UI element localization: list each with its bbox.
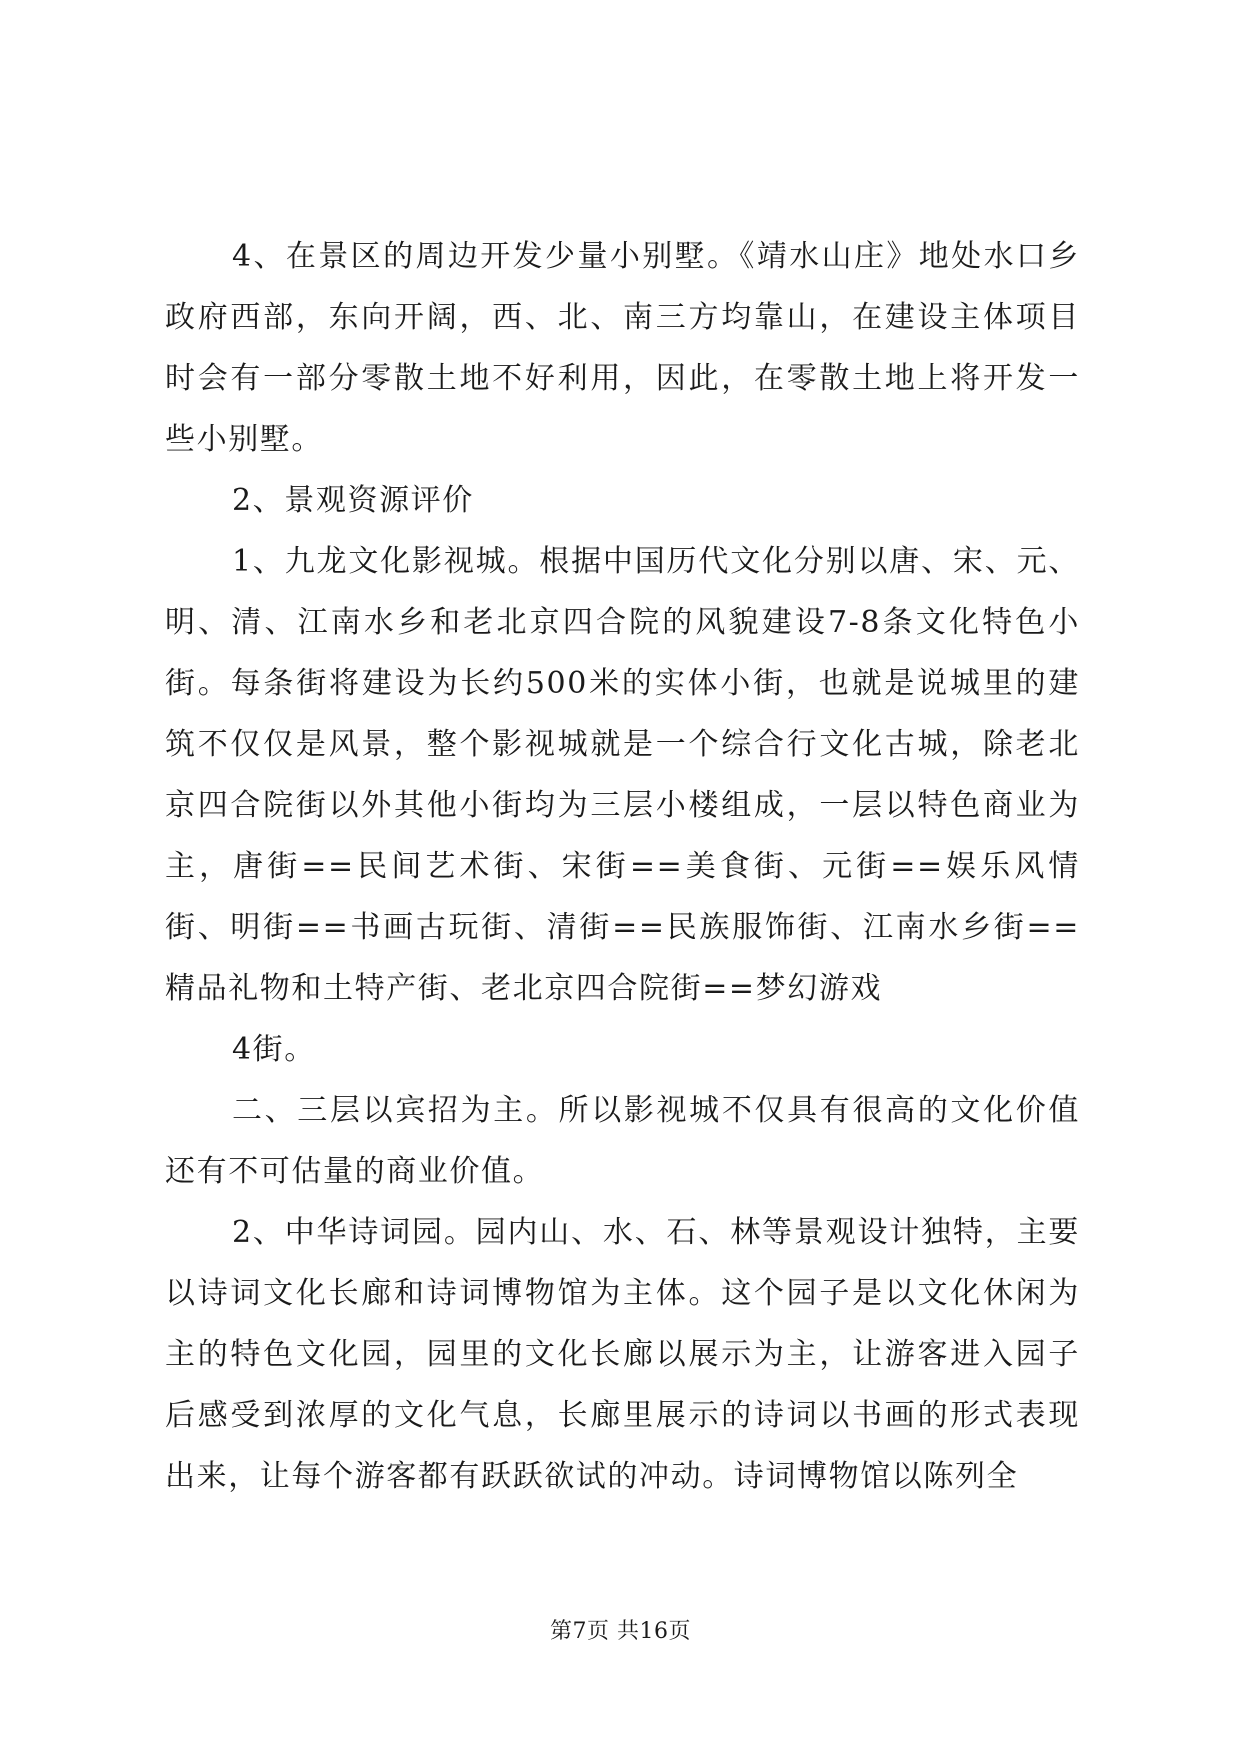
paragraph-villas: 4、在景区的周边开发少量小别墅。《靖水山庄》地处水口乡政府西部，东向开阔，西、北、南三方均靠山，在建设主体项目时会有一部分零散土地不好利用，因此，在零散土地上将开发一些小别墅。 xyxy=(165,239,1080,457)
paragraph-poetry-garden: 2、中华诗词园。园内山、水、石、林等景观设计独特，主要以诗词文化长廊和诗词博物馆为主体。这个园子是以文化休闲为主的特色文化园，园里的文化长廊以展示为主，让游客进入园子后感受到浓厚的文化气息，长廊里展示的诗词以书画的形式表现出来，让每个游客都有跃跃欲试的冲动。诗词博物馆以陈列全 xyxy=(165,1215,1080,1494)
document-body xyxy=(165,226,1080,1507)
paragraph-film-city: 1、九龙文化影视城。根据中国历代文化分别以唐、宋、元、明、清、江南水乡和老北京四合院的风貌建设7-8条文化特色小街。每条街将建设为长约500米的实体小街，也就是说城里的建筑不仅仅是风景，整个影视城就是一个综合行文化古城，除老北京四合院街以外其他小街均为三层小楼组成，一层以特色商业为主，唐街==民间艺术街、宋街==美食街、元街==娱乐风情街、明街==书画古玩街、清街==民族服饰街、江南水乡街==精品礼物和土特产街、老北京四合院街==梦幻游戏 xyxy=(165,544,1080,1006)
page-number-footer: 第7页 共16页 xyxy=(550,1619,691,1644)
paragraph-street-fragment: 4街。 xyxy=(232,1032,316,1067)
paragraph-floors-value: 二、三层以宾招为主。所以影视城不仅具有很高的文化价值还有不可估量的商业价值。 xyxy=(165,1093,1080,1189)
paragraph-heading-landscape-evaluation: 2、景观资源评价 xyxy=(232,483,474,518)
